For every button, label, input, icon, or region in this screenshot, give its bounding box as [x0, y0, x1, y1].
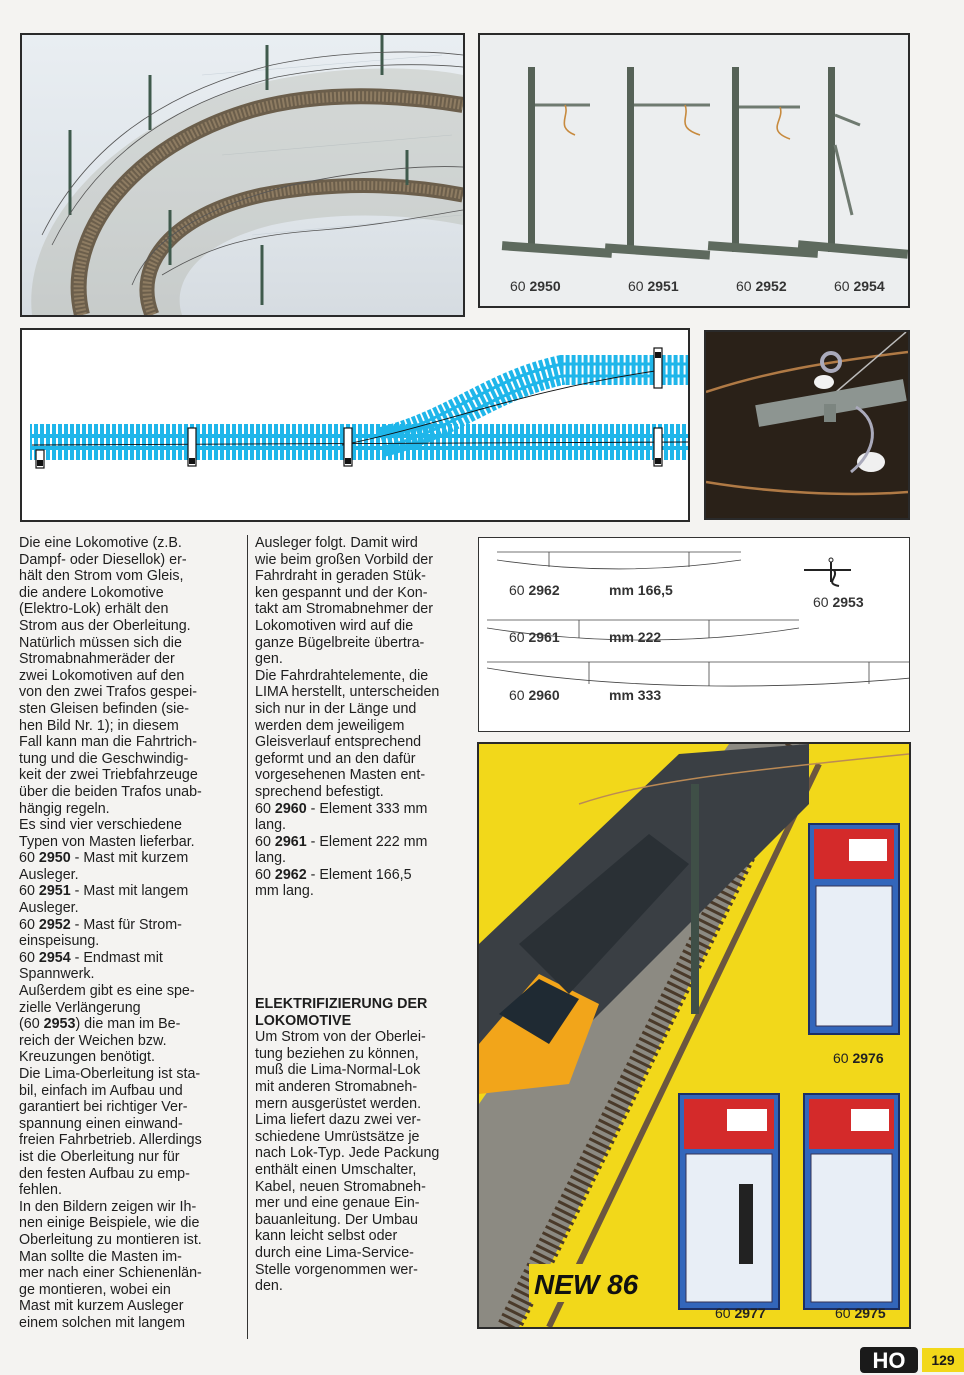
package-label-2977: 60 2977 [715, 1305, 766, 1321]
text-line: Lima liefert dazu zwei ver- [255, 1112, 422, 1129]
text-line: nach Lok-Typ. Jede Packung [255, 1145, 440, 1162]
text-line: Ausleger folgt. Damit wird [255, 535, 418, 551]
text-line: hängig regeln. [19, 800, 110, 817]
text-line: sten Gleisen befinden (sie- [19, 700, 190, 717]
text-line: Strom aus der Oberleitung. [19, 617, 191, 634]
text-line: ganze Bügelbreite übertra- [255, 634, 425, 651]
text-line: geformt und an den dafür [255, 750, 416, 767]
text-line: vorgesehenen Masten ent- [255, 767, 426, 784]
text-line: 60 2962 - Element 166,5 [255, 866, 412, 883]
text-line: den. [255, 1278, 283, 1295]
text-line: sprechend befestigt. [255, 783, 384, 800]
text-line: keit der zwei Triebfahrzeuge [19, 767, 198, 784]
photo-catenary-closeup [704, 330, 910, 520]
text-line: 60 2951 - Mast mit langem [19, 883, 189, 900]
ho-logo [860, 1347, 918, 1373]
text-line: einem solchen mit langem [19, 1314, 186, 1331]
text-line: Man sollte die Masten im- [19, 1248, 182, 1265]
text-line: Lokomotiven wird auf die [255, 617, 414, 634]
text-line: ken gespannt und der Kon- [255, 584, 428, 601]
photo-mast-types [478, 33, 910, 308]
text-line: Ausleger. [19, 866, 79, 883]
text-line: lang. [255, 817, 287, 834]
text-line: reich der Weichen bzw. [19, 1032, 167, 1049]
text-line: Außerdem gibt es eine spe- [19, 983, 195, 1000]
text-line: von den zwei Trafos gespei- [19, 684, 198, 701]
wire-2960: 60 2960 mm 333 [509, 687, 662, 703]
masts-illustration [480, 35, 908, 275]
text-line: Dampf- oder Diesellok) er- [19, 551, 187, 568]
mast-label-2951: 60 2951 [628, 278, 679, 294]
section-body [255, 1029, 465, 1295]
wire-2961: 60 2961 mm 222 [509, 629, 662, 645]
text-line: In den Bildern zeigen wir Ih- [19, 1198, 197, 1215]
text-line: mm lang. [255, 883, 314, 900]
text-line: 60 2954 - Endmast mit [19, 949, 163, 966]
text-line: Fall kann man die Fahrtrich- [19, 734, 197, 751]
text-line: den festen Aufbau zu emp- [19, 1165, 190, 1182]
text-line: (Elektro-Lok) erhält den [19, 601, 169, 618]
text-section-electrification [255, 996, 465, 1295]
text-line: LIMA herstellt, unterscheiden [255, 684, 440, 701]
text-line: Es sind vier verschiedene [19, 817, 182, 834]
package-label-2975: 60 2975 [835, 1305, 886, 1321]
contact-wire-elements [478, 537, 910, 732]
svg-text:HO: HO [872, 1348, 906, 1373]
text-line: 60 2952 - Mast für Strom- [19, 916, 182, 933]
text-line: Natürlich müssen sich die [19, 634, 182, 651]
text-line: (60 2953) die man im Be- [19, 1016, 181, 1033]
text-column-left [19, 535, 241, 1332]
text-line: mit anderen Stromabneh- [255, 1078, 418, 1095]
text-line: Die Fahrdrahtelemente, die [255, 667, 429, 684]
text-line: tung und die Geschwindig- [19, 750, 189, 767]
text-line: Kabel, neuen Stromabneh- [255, 1178, 426, 1195]
track-diagram [20, 328, 690, 522]
text-line: spannung einen einwand- [19, 1115, 183, 1132]
closeup-illustration [706, 332, 908, 518]
mast-label-2950: 60 2950 [510, 278, 561, 294]
text-line: Ausleger. [19, 900, 79, 917]
curved-track-illustration [22, 35, 463, 315]
mast-label-2954: 60 2954 [834, 278, 885, 294]
text-line: Stelle vorgenommen wer- [255, 1261, 418, 1278]
text-line: Stromabnahmeräder der [19, 651, 175, 668]
text-line: mer und eine genaue Ein- [255, 1195, 420, 1212]
text-column-middle [255, 535, 465, 900]
mast-label-2952: 60 2952 [736, 278, 787, 294]
track-switch-diagram [22, 330, 688, 520]
text-line: über die beiden Trafos unab- [19, 783, 202, 800]
text-line: 60 2961 - Element 222 mm [255, 833, 428, 850]
text-line: takt am Stromabnehmer der [255, 601, 433, 618]
text-line: Kreuzungen benötigt. [19, 1049, 155, 1066]
text-line: tung beziehen zu können, [255, 1045, 419, 1062]
text-line: Oberleitung zu montieren ist. [19, 1231, 202, 1248]
text-line: Fahrdraht in geraden Stük- [255, 568, 426, 585]
photo-curved-track-catenary [20, 33, 465, 317]
text-line: ist die Oberleitung nur für [19, 1148, 180, 1165]
package-label-2976: 60 2976 [833, 1050, 884, 1066]
column-divider [247, 535, 248, 1339]
text-line: bauanleitung. Der Umbau [255, 1211, 418, 1228]
text-line: fehlen. [19, 1182, 62, 1199]
text-line: schiedene Umrüstsätze je [255, 1128, 420, 1145]
text-line: garantiert bei richtiger Ver- [19, 1099, 188, 1116]
text-line: mern ausgerüstet werden. [255, 1095, 422, 1112]
text-line: Mast mit kurzem Ausleger [19, 1298, 184, 1315]
text-line: wie beim großen Vorbild der [255, 551, 434, 568]
text-line: die andere Lokomotive [19, 584, 164, 601]
text-line: gen. [255, 651, 283, 668]
text-line: hält den Strom vom Gleis, [19, 568, 184, 585]
text-line: werden dem jeweiligem [255, 717, 405, 734]
text-line: ge montieren, wobei ein [19, 1281, 171, 1298]
text-line: bil, einfach im Aufbau und [19, 1082, 183, 1099]
page-number: 129 [922, 1348, 964, 1372]
text-line: kann leicht selbst oder [255, 1228, 398, 1245]
text-line: durch eine Lima-Service- [255, 1244, 414, 1261]
text-line: freien Fahrbetrieb. Allerdings [19, 1132, 202, 1149]
text-line: 60 2960 - Element 333 mm [255, 800, 428, 817]
wire-2962: 60 2962 mm 166,5 [509, 582, 673, 598]
text-line: Die Lima-Oberleitung ist sta- [19, 1066, 201, 1082]
text-line: muß die Lima-Normal-Lok [255, 1062, 421, 1079]
section-heading-line1: ELEKTRIFIZIERUNG DER [255, 996, 428, 1012]
text-line: hen Bild Nr. 1); in diesem [19, 717, 179, 734]
text-line: mer nach einer Schienenlän- [19, 1265, 202, 1282]
text-line: enthält einen Umschalter, [255, 1161, 417, 1178]
extension-2953: 60 2953 [813, 594, 864, 610]
text-line: einspeisung. [19, 933, 100, 950]
text-line: Um Strom von der Oberlei- [255, 1029, 426, 1046]
text-line: 60 2950 - Mast mit kurzem [19, 850, 189, 867]
text-line: lang. [255, 850, 287, 867]
text-line: zwei Lokomotiven auf den [19, 667, 185, 684]
text-line: Spannwerk. [19, 966, 95, 983]
locomotive-and-packages-illustration [479, 744, 909, 1327]
text-line: zielle Verlängerung [19, 999, 141, 1016]
new-badge: NEW 86 [534, 1269, 639, 1300]
section-heading-line2: LOKOMOTIVE [255, 1012, 352, 1029]
text-line: Gleisverlauf entsprechend [255, 734, 422, 751]
text-line: Typen von Masten lieferbar. [19, 833, 195, 850]
text-line: sich nur in der Länge und [255, 700, 417, 717]
product-photo-conversion-kits [477, 742, 911, 1329]
text-line: Die eine Lokomotive (z.B. [19, 535, 182, 551]
text-line: nen einige Beispiele, wie die [19, 1215, 200, 1232]
